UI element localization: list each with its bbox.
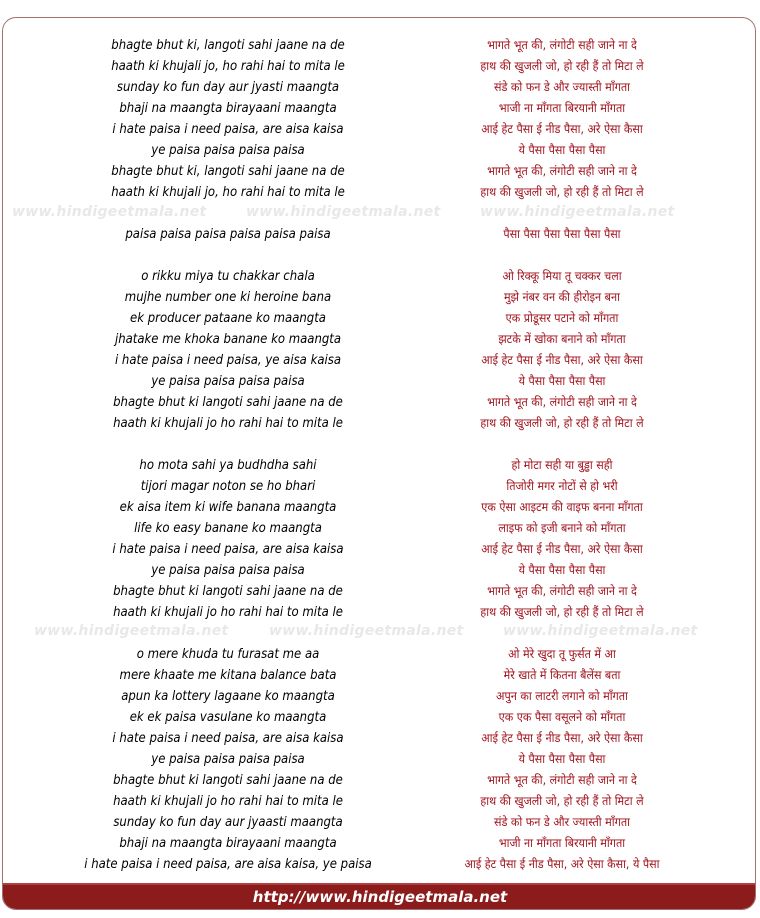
lyric-line: भागते भूत की, लंगोटी सही जाने ना दे xyxy=(487,164,637,178)
lyric-line: ye paisa paisa paisa paisa xyxy=(151,563,305,578)
lyric-line: haath ki khujali jo ho rahi hai to mita le xyxy=(113,416,343,431)
lyric-line: ek producer pataane ko maangta xyxy=(130,311,326,326)
lyric-line: i hate paisa i need paisa, are aisa kaisa xyxy=(112,731,344,746)
lyric-line: भागते भूत की, लंगोटी सही जाने ना दे xyxy=(487,395,637,409)
lyric-line: o rikku miya tu chakkar chala xyxy=(141,269,315,284)
footer-bar xyxy=(3,883,756,909)
lyric-line: ये पैसा पैसा पैसा पैसा xyxy=(518,143,606,157)
lyric-line: संडे को फन डे और ज्यास्ती माँगता xyxy=(494,80,630,94)
lyric-line: ओ रिक्कू मिया तू चक्कर चला xyxy=(502,269,622,283)
lyric-line: o mere khuda tu furasat me aa xyxy=(136,647,320,662)
lyric-line: haath ki khujali jo ho rahi hai to mita le xyxy=(113,605,343,620)
lyric-line xyxy=(416,245,709,266)
lyric-line: jhatake me khoka banane ko maangta xyxy=(114,332,342,347)
lyric-line: haath ki khujali jo, ho rahi hai to mita le xyxy=(111,59,345,74)
lyric-line: bhagte bhut ki, langoti sahi jaane na de xyxy=(111,164,345,179)
lyric-line: bhagte bhut ki langoti sahi jaane na de xyxy=(113,395,343,410)
lyric-line: bhagte bhut ki langoti sahi jaane na de xyxy=(113,584,343,599)
lyric-line: हाथ की खुजली जो, हो रही हैं तो मिटा ले xyxy=(480,59,644,73)
lyric-line: एक प्रोडूसर पटाने को माँगता xyxy=(505,311,619,325)
lyric-line: पैसा पैसा पैसा पैसा पैसा पैसा xyxy=(503,227,621,241)
lyric-line: apun ka lottery lagaane ko maangta xyxy=(121,689,335,704)
lyric-line: life ko easy banane ko maangta xyxy=(134,521,322,536)
lyric-line: भाजी ना माँगता बिरयानी माँगता xyxy=(498,101,626,115)
lyric-line: tijori magar noton se ho bhari xyxy=(140,479,316,494)
lyric-line: ek ek paisa vasulane ko maangta xyxy=(129,710,327,725)
lyrics-devanagari xyxy=(403,35,721,895)
lyric-line: हाथ की खुजली जो, हो रही हैं तो मिटा ले xyxy=(480,794,644,808)
lyric-line: i hate paisa i need paisa, are aisa kaisa xyxy=(112,542,344,557)
lyric-line: ye paisa paisa paisa paisa xyxy=(151,143,305,158)
lyric-line: आई हेट पैसा ई नीड पैसा, अरे ऐसा कैसा xyxy=(481,353,643,367)
lyric-line xyxy=(62,245,395,266)
lyric-line: ye paisa paisa paisa paisa xyxy=(151,752,305,767)
lyric-line: bhaji na maangta birayaani maangta xyxy=(119,101,337,116)
lyric-line: mujhe number one ki heroine bana xyxy=(124,290,332,305)
lyric-line: अपुन का लाटरी लगाने को माँगता xyxy=(496,689,628,703)
watermark-text: www.hindigeetmala.net xyxy=(246,204,441,220)
lyric-line: i hate paisa i need paisa, are aisa kaisa, ye paisa xyxy=(84,857,372,872)
lyric-line: ये पैसा पैसा पैसा पैसा xyxy=(518,563,606,577)
site-link[interactable]: http://www.hindigeetmala.net xyxy=(252,888,508,906)
lyric-line: आई हेट पैसा ई नीड पैसा, अरे ऐसा कैसा xyxy=(481,731,643,745)
lyric-line: haath ki khujali jo, ho rahi hai to mita le xyxy=(111,185,345,200)
lyric-line: bhaji na maangta birayaani maangta xyxy=(119,836,337,851)
lyric-line: ek aisa item ki wife banana maangta xyxy=(119,500,337,515)
lyric-line: paisa paisa paisa paisa paisa paisa xyxy=(125,227,331,242)
lyric-line: bhagte bhut ki langoti sahi jaane na de xyxy=(113,773,343,788)
lyric-line: मुझे नंबर वन की हीरोइन बना xyxy=(503,290,620,304)
lyric-line: ओ मेरे खुदा तू फुर्सत में आ xyxy=(508,647,616,661)
lyric-line: मेरे खाते में कितना बैलेंस बता xyxy=(503,668,621,682)
lyric-line: mere khaate me kitana balance bata xyxy=(119,668,337,683)
watermark-text: www.hindigeetmala.net xyxy=(12,204,207,220)
lyric-line: एक एक पैसा वसूलने को माँगता xyxy=(498,710,626,724)
lyric-line xyxy=(416,203,709,224)
lyric-line: ये पैसा पैसा पैसा पैसा xyxy=(518,752,606,766)
watermark-text: www.hindigeetmala.net xyxy=(480,204,675,220)
lyric-line: ho mota sahi ya budhdha sahi xyxy=(139,458,317,473)
lyrics-card xyxy=(2,17,756,910)
lyrics-roman xyxy=(43,35,413,895)
lyric-line: हो मोटा सही या बुड्ढा सही xyxy=(511,458,613,472)
lyric-line: आई हेट पैसा ई नीड पैसा, अरे ऐसा कैसा xyxy=(481,122,643,136)
lyric-line: झटके में खोका बनाने को माँगता xyxy=(498,332,626,346)
lyric-line xyxy=(416,434,709,455)
lyric-line: भागते भूत की, लंगोटी सही जाने ना दे xyxy=(487,773,637,787)
lyric-line xyxy=(62,434,395,455)
watermark-text: www.hindigeetmala.net xyxy=(503,623,698,639)
lyric-line: ye paisa paisa paisa paisa xyxy=(151,374,305,389)
lyric-line: i hate paisa i need paisa, are aisa kaisa xyxy=(112,122,344,137)
lyric-line: भागते भूत की, लंगोटी सही जाने ना दे xyxy=(487,38,637,52)
lyric-line: हाथ की खुजली जो, हो रही हैं तो मिटा ले xyxy=(480,416,644,430)
lyric-line: haath ki khujali jo ho rahi hai to mita le xyxy=(113,794,343,809)
lyric-line: आई हेट पैसा ई नीड पैसा, अरे ऐसा कैसा xyxy=(481,542,643,556)
lyric-line: bhagte bhut ki, langoti sahi jaane na de xyxy=(111,38,345,53)
lyric-line: ये पैसा पैसा पैसा पैसा xyxy=(518,374,606,388)
lyric-line: sunday ko fun day aur jyaasti maangta xyxy=(113,815,343,830)
lyric-line: एक ऐसा आइटम की वाइफ बनना माँगता xyxy=(481,500,643,514)
watermark-text: www.hindigeetmala.net xyxy=(34,623,229,639)
lyric-line xyxy=(62,203,395,224)
lyric-line: भागते भूत की, लंगोटी सही जाने ना दे xyxy=(487,584,637,598)
lyric-line: i hate paisa i need paisa, ye aisa kaisa xyxy=(114,353,342,368)
lyric-line: भाजी ना माँगता बिरयानी माँगता xyxy=(498,836,626,850)
watermark-text: www.hindigeetmala.net xyxy=(269,623,464,639)
lyric-line: संडे को फन डे और ज्यास्ती माँगता xyxy=(494,815,630,829)
lyric-line xyxy=(62,623,395,644)
lyric-line: हाथ की खुजली जो, हो रही हैं तो मिटा ले xyxy=(480,605,644,619)
lyric-line: sunday ko fun day aur jyasti maangta xyxy=(116,80,340,95)
lyric-line: तिजोरी मगर नोटों से हो भरी xyxy=(506,479,618,493)
lyric-line: लाइफ को इजी बनाने को माँगता xyxy=(498,521,626,535)
lyric-line: हाथ की खुजली जो, हो रही हैं तो मिटा ले xyxy=(480,185,644,199)
lyric-line xyxy=(416,623,709,644)
lyric-line: आई हेट पैसा ई नीड पैसा, अरे ऐसा कैसा, ये पैसा xyxy=(464,857,660,871)
